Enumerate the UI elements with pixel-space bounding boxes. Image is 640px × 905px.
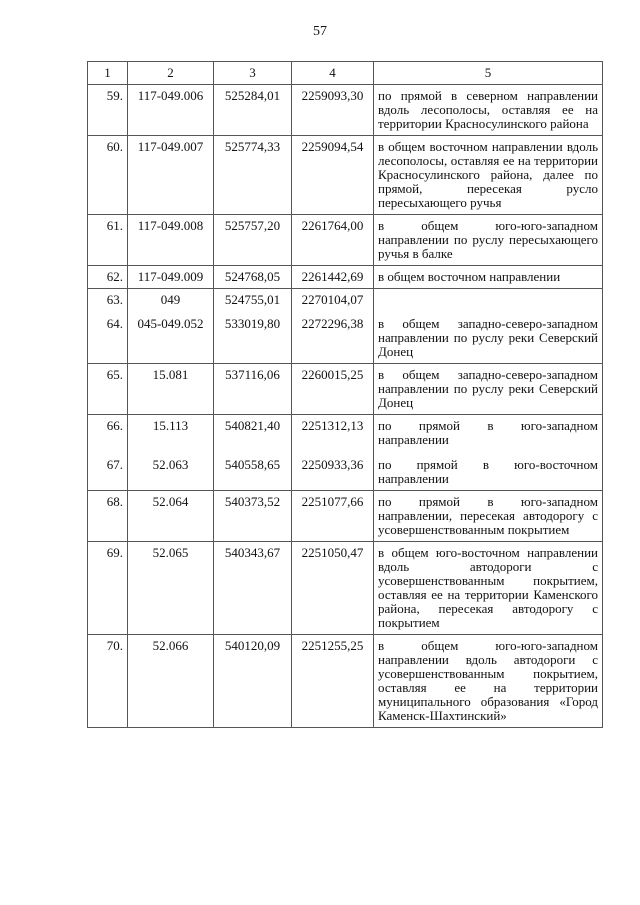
coord-x: 540343,67 (214, 542, 292, 635)
coord-x: 524755,01 (224, 292, 281, 307)
coord-y: 2270104,07 (301, 292, 364, 307)
point-code: 52.064 (128, 491, 214, 542)
table-row (88, 266, 603, 289)
direction-description-pair (374, 289, 603, 364)
coord-y: 2251077,66 (292, 491, 374, 542)
coord-y-pair (292, 415, 374, 491)
header-cell: 4 (292, 62, 374, 85)
point-number: 66. (106, 418, 123, 433)
direction-description: в общем западно-северо-западном направлении по руслу реки Северский Донец (374, 364, 603, 415)
table-row (88, 289, 603, 364)
coord-y: 2251050,47 (292, 542, 374, 635)
page-number: 57 (313, 24, 327, 39)
coord-y-pair (292, 289, 374, 364)
point-code: 52.066 (128, 635, 214, 728)
table-row (88, 635, 603, 728)
coord-x: 525284,01 (214, 85, 292, 136)
coord-x: 540120,09 (214, 635, 292, 728)
point-code: 045-049.052 (137, 316, 204, 331)
coord-x: 524768,05 (214, 266, 292, 289)
point-number: 67. (106, 457, 123, 472)
coord-y: 2259094,54 (292, 136, 374, 215)
point-number: 69. (88, 542, 128, 635)
point-code: 117-049.006 (128, 85, 214, 136)
direction-description: по прямой в юго-западном направлении (378, 418, 598, 447)
coord-x: 540821,40 (224, 418, 281, 433)
direction-description: в общем восточном направлении (374, 266, 603, 289)
point-code: 15.081 (128, 364, 214, 415)
coord-x: 540558,65 (224, 457, 281, 472)
direction-description: в общем юго-юго-западном направлении вдоль автодороги с усовершенствованным покрытием, оставляя ее на территории муниципального образования «Город Каменск-Шахтинский» (374, 635, 603, 728)
coord-x: 540373,52 (214, 491, 292, 542)
table-header-row (88, 62, 603, 85)
point-code: 52.063 (152, 457, 189, 472)
header-cell: 3 (214, 62, 292, 85)
coord-y: 2272296,38 (301, 316, 364, 331)
point-number: 65. (88, 364, 128, 415)
direction-description-pair (374, 415, 603, 491)
point-code: 117-049.008 (128, 215, 214, 266)
coord-y: 2261442,69 (292, 266, 374, 289)
point-number: 61. (88, 215, 128, 266)
coord-x: 525757,20 (214, 215, 292, 266)
header-cell: 5 (374, 62, 603, 85)
point-number: 60. (88, 136, 128, 215)
point-code: 117-049.009 (128, 266, 214, 289)
table-row (88, 542, 603, 635)
table-row (88, 415, 603, 491)
coord-y: 2260015,25 (292, 364, 374, 415)
point-code: 049 (160, 292, 181, 307)
point-number: 62. (88, 266, 128, 289)
point-code-pair (128, 415, 214, 491)
direction-description: в общем юго-восточном направлении вдоль автодороги с усовершенствованным покрытием, оставляя ее на территории Каменского района, пересекая автодорогу с покрытием (374, 542, 603, 635)
point-number: 68. (88, 491, 128, 542)
coord-x-pair (214, 415, 292, 491)
table-row (88, 364, 603, 415)
coord-x: 525774,33 (214, 136, 292, 215)
direction-description: по прямой в юго-западном направлении, пересекая автодорогу с усовершенствованным покрытием (374, 491, 603, 542)
coord-y: 2259093,30 (292, 85, 374, 136)
point-number: 70. (88, 635, 128, 728)
table-row (88, 215, 603, 266)
direction-description: по прямой в северном направлении вдоль лесополосы, оставляя ее на территории Красносулинского района (374, 85, 603, 136)
point-code: 52.065 (128, 542, 214, 635)
point-code: 15.113 (152, 418, 189, 433)
table-row (88, 85, 603, 136)
coord-x: 537116,06 (214, 364, 292, 415)
coord-x: 533019,80 (224, 316, 281, 331)
point-number: 59. (88, 85, 128, 136)
point-number: 64. (106, 316, 123, 331)
table-row (88, 491, 603, 542)
coord-y: 2250933,36 (301, 457, 364, 472)
boundary-points-table (87, 61, 603, 728)
coord-y: 2261764,00 (292, 215, 374, 266)
coord-x-pair (214, 289, 292, 364)
direction-description: по прямой в юго-восточном направлении (378, 457, 598, 486)
point-code: 117-049.007 (128, 136, 214, 215)
header-cell: 1 (88, 62, 128, 85)
table-row (88, 136, 603, 215)
point-code-pair (128, 289, 214, 364)
point-number-pair (88, 415, 128, 491)
header-cell: 2 (128, 62, 214, 85)
direction-description: в общем западно-северо-западном направлении по руслу реки Северский Донец (378, 316, 598, 359)
coord-y: 2251312,13 (301, 418, 364, 433)
direction-description: в общем восточном направлении вдоль лесополосы, оставляя ее на территории Красносулинского района, далее по прямой, пересекая русло пересыхающего ручья (374, 136, 603, 215)
point-number: 63. (106, 292, 123, 307)
direction-description: в общем юго-юго-западном направлении по руслу пересыхающего ручья в балке (374, 215, 603, 266)
coord-y: 2251255,25 (292, 635, 374, 728)
point-number-pair (88, 289, 128, 364)
